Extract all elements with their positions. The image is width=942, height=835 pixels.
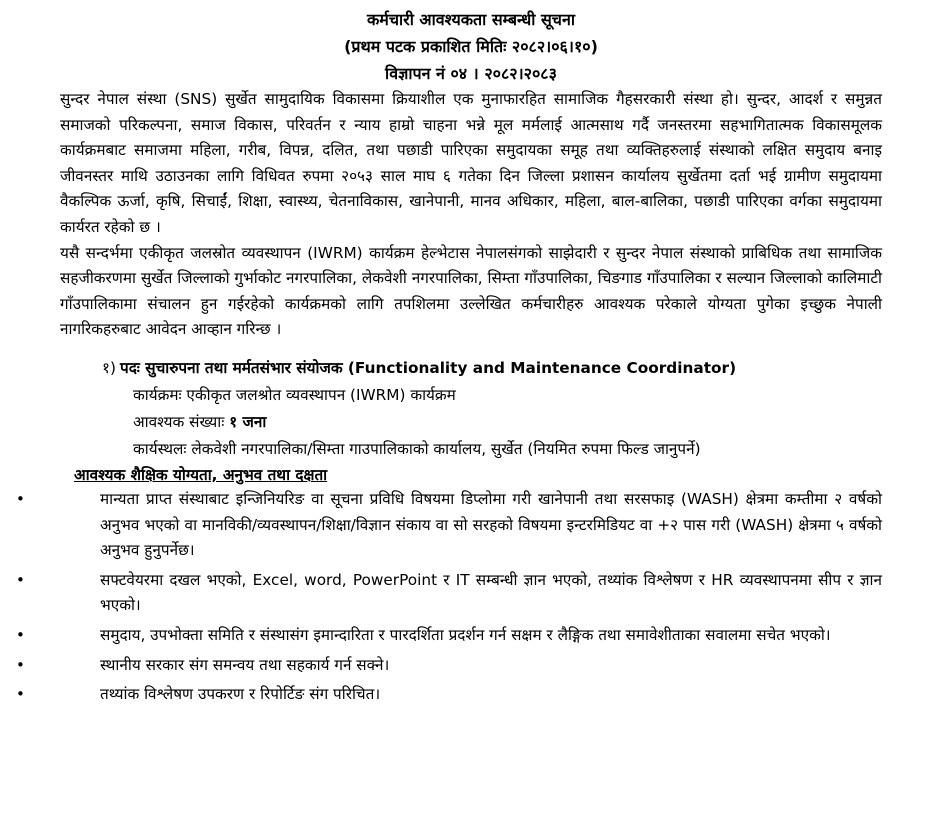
job-position (60, 355, 882, 463)
list-item: • समुदाय, उपभोक्ता समिति र संस्थासंग इमान्दारिता र पारदर्शिता प्रदर्शन गर्न सक्षम र लैङ्गिक तथा समावेशीताका सवालमा सचेत भएको। (60, 623, 882, 649)
qualifications-heading: आवश्यक शैक्षिक योग्यता, अनुभव तथा दक्षता (74, 465, 328, 484)
bullet-icon: • (16, 489, 25, 508)
bullet-icon: • (16, 570, 25, 589)
published-date: (प्रथम पटक प्रकाशित मितिः २०८२।०६।१०) (344, 37, 598, 56)
job-location: कार्यस्थलः लेकवेशी नगरपालिका/सिम्ता गाउपालिकाको कार्यालय, सुर्खेत (नियमित रुपमा फिल्ड जानुपर्ने) (133, 439, 701, 458)
list-item: • मान्यता प्राप्त संस्थाबाट इन्जिनियरिङ वा सूचना प्रविधि विषयमा डिप्लोमा गरी खानेपानी तथा सरसफाइ (WASH) क्षेत्रमा कम्तीमा २ वर्षको अनुभव भएको वा मानविकी/व्यवस्थापन/शिक्षा/विज्ञान संकाय वा सो सरहको विषयमा इन्टरमिडियट वा +२ पास गरी (WASH) क्षेत्रमा ५ वर्षको अनुभव हुनुपर्नेछ। (60, 487, 882, 564)
notice-title: कर्मचारी आवश्यकता सम्बन्धी सूचना (366, 10, 575, 29)
job-count-value: १ जना (229, 412, 267, 431)
bullet-icon: • (16, 625, 25, 644)
job-title: पदः सुचारुपना तथा मर्मतसंभार संयोजक (Functionality and Maintenance Coordinator) (120, 358, 737, 377)
job-count-label: आवश्यक संख्याः (133, 412, 225, 431)
job-number: १) (102, 358, 116, 377)
job-title-row (60, 355, 882, 382)
list-item: • स्थानीय सरकार संग समन्वय तथा सहकार्य गर्न सक्ने। (60, 653, 882, 679)
job-count (60, 409, 882, 436)
notice-number: विज्ञापन नं ०४ । २०८२।२०८३ (385, 64, 557, 83)
intro-paragraph-organization: सुन्दर नेपाल संस्था (SNS) सुर्खेत सामुदायिक विकासमा क्रियाशील एक मुनाफारहित सामाजिक गैहसरकारी संस्था हो। सुन्दर, आदर्श र समुन्नत समाजको परिकल्पना, समाज विकास, परिवर्तन र न्याय हाम्रो चाहना भन्ने मूल मर्मलाई आत्मसाथ गर्दै जनस्तरमा सहभागितात्मक विकासमूलक कार्यक्रमबाट समाजमा महिला, गरीब, विपन्न, दलित, तथा पछाडी पारिएका समुदायका समूह तथा व्यक्तिहरुलाई संस्थाको लक्षित समुदाय बनाइ जीवनस्तर माथि उठाउनका लागि विधिवत रुपमा २०५३ साल माघ ६ गतेका दिन जिल्ला प्रशासन कार्यालय सुर्खेतमा दर्ता भई ग्रामीण समुदायमा वैकल्पिक ऊर्जा, कृषि, सिचाईं, शिक्षा, स्वास्थ्य, चेतनाविकास, खानेपानी, मानव अधिकार, महिला, बाल-बालिका, पछाडी पारिएका वर्गका समुदायमा कार्यरत रहेको छ । (60, 90, 882, 236)
qualifications-list (16, 487, 882, 708)
job-program: कार्यक्रमः एकीकृत जलश्रोत व्यवस्थापन (IWRM) कार्यक्रम (133, 385, 456, 404)
bullet-icon: • (16, 655, 25, 674)
intro-paragraph-program: यसै सन्दर्भमा एकीकृत जलस्रोत व्यवस्थापन (IWRM) कार्यक्रम हेल्भेटास नेपालसंगको साझेदारी र सुन्दर नेपाल संस्थाको प्राबिधिक तथा सामाजिक सहजीकरणमा सुर्खेत जिल्लाको गुर्भाकोट नगरपालिका, लेकवेशी नगरपालिका, सिम्ता गाँउपालिका, चिङगाड गाँउपालिका र सल्यान जिल्लाको कालिमाटी गाँउपालिकामा संचालन हुन गईरहेको कार्यक्रमको लागि तपशिलमा उल्लेखित कर्मचारीहरु आवश्यक परेकाले योग्यता पुगेका इच्छुक नेपाली नागरिकहरुबाट आवेदन आव्हान गरिन्छ । (60, 243, 882, 339)
list-item: • तथ्यांक विश्लेषण उपकरण र रिपोर्टिङ संग परिचित। (60, 682, 882, 708)
list-item: • सफ्टवेयरमा दखल भएको, Excel, word, PowerPoint र IT सम्बन्धी ज्ञान भएको, तथ्यांक विश्लेषण र HR व्यवस्थापनमा सीप र ज्ञान भएको। (60, 568, 882, 619)
bullet-icon: • (16, 685, 25, 704)
